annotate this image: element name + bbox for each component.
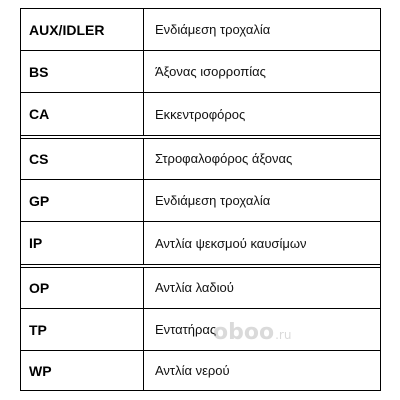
row-code: BS bbox=[21, 51, 144, 92]
row-description: Αντλία νερού bbox=[155, 363, 230, 378]
row-code: CA bbox=[21, 93, 144, 135]
abbreviation-table bbox=[20, 8, 381, 391]
row-description: Στροφαλοφόρος άξονας bbox=[155, 151, 293, 166]
table-row bbox=[21, 138, 380, 179]
row-code: WP bbox=[21, 351, 144, 390]
row-description: Αντλία λαδιού bbox=[155, 280, 234, 295]
table-row bbox=[21, 222, 380, 264]
row-description: Ενδιάμεση τροχαλία bbox=[155, 193, 271, 208]
table-row bbox=[21, 93, 380, 135]
table-row bbox=[21, 309, 380, 350]
row-description: Εκκεντροφόρος bbox=[155, 106, 246, 122]
table-row bbox=[21, 351, 380, 390]
watermark-brand: oboo bbox=[213, 320, 275, 345]
row-code: AUX/IDLER bbox=[21, 9, 144, 50]
row-code: OP bbox=[21, 267, 144, 308]
row-description: Εντατήρας bbox=[155, 322, 217, 337]
table-row bbox=[21, 51, 380, 92]
row-description: Άξονας ισορροπίας bbox=[155, 64, 266, 79]
row-code: TP bbox=[21, 309, 144, 350]
row-code: GP bbox=[21, 180, 144, 221]
row-code: CS bbox=[21, 138, 144, 179]
watermark-domain: .ru bbox=[275, 328, 292, 342]
row-code: IP bbox=[21, 222, 144, 264]
table-row bbox=[21, 9, 380, 50]
row-description: Αντλία ψεκσμού καυσίμων bbox=[155, 235, 307, 251]
table-row bbox=[21, 180, 380, 221]
table-row bbox=[21, 267, 380, 308]
row-description: Ενδιάμεση τροχαλία bbox=[155, 22, 271, 37]
